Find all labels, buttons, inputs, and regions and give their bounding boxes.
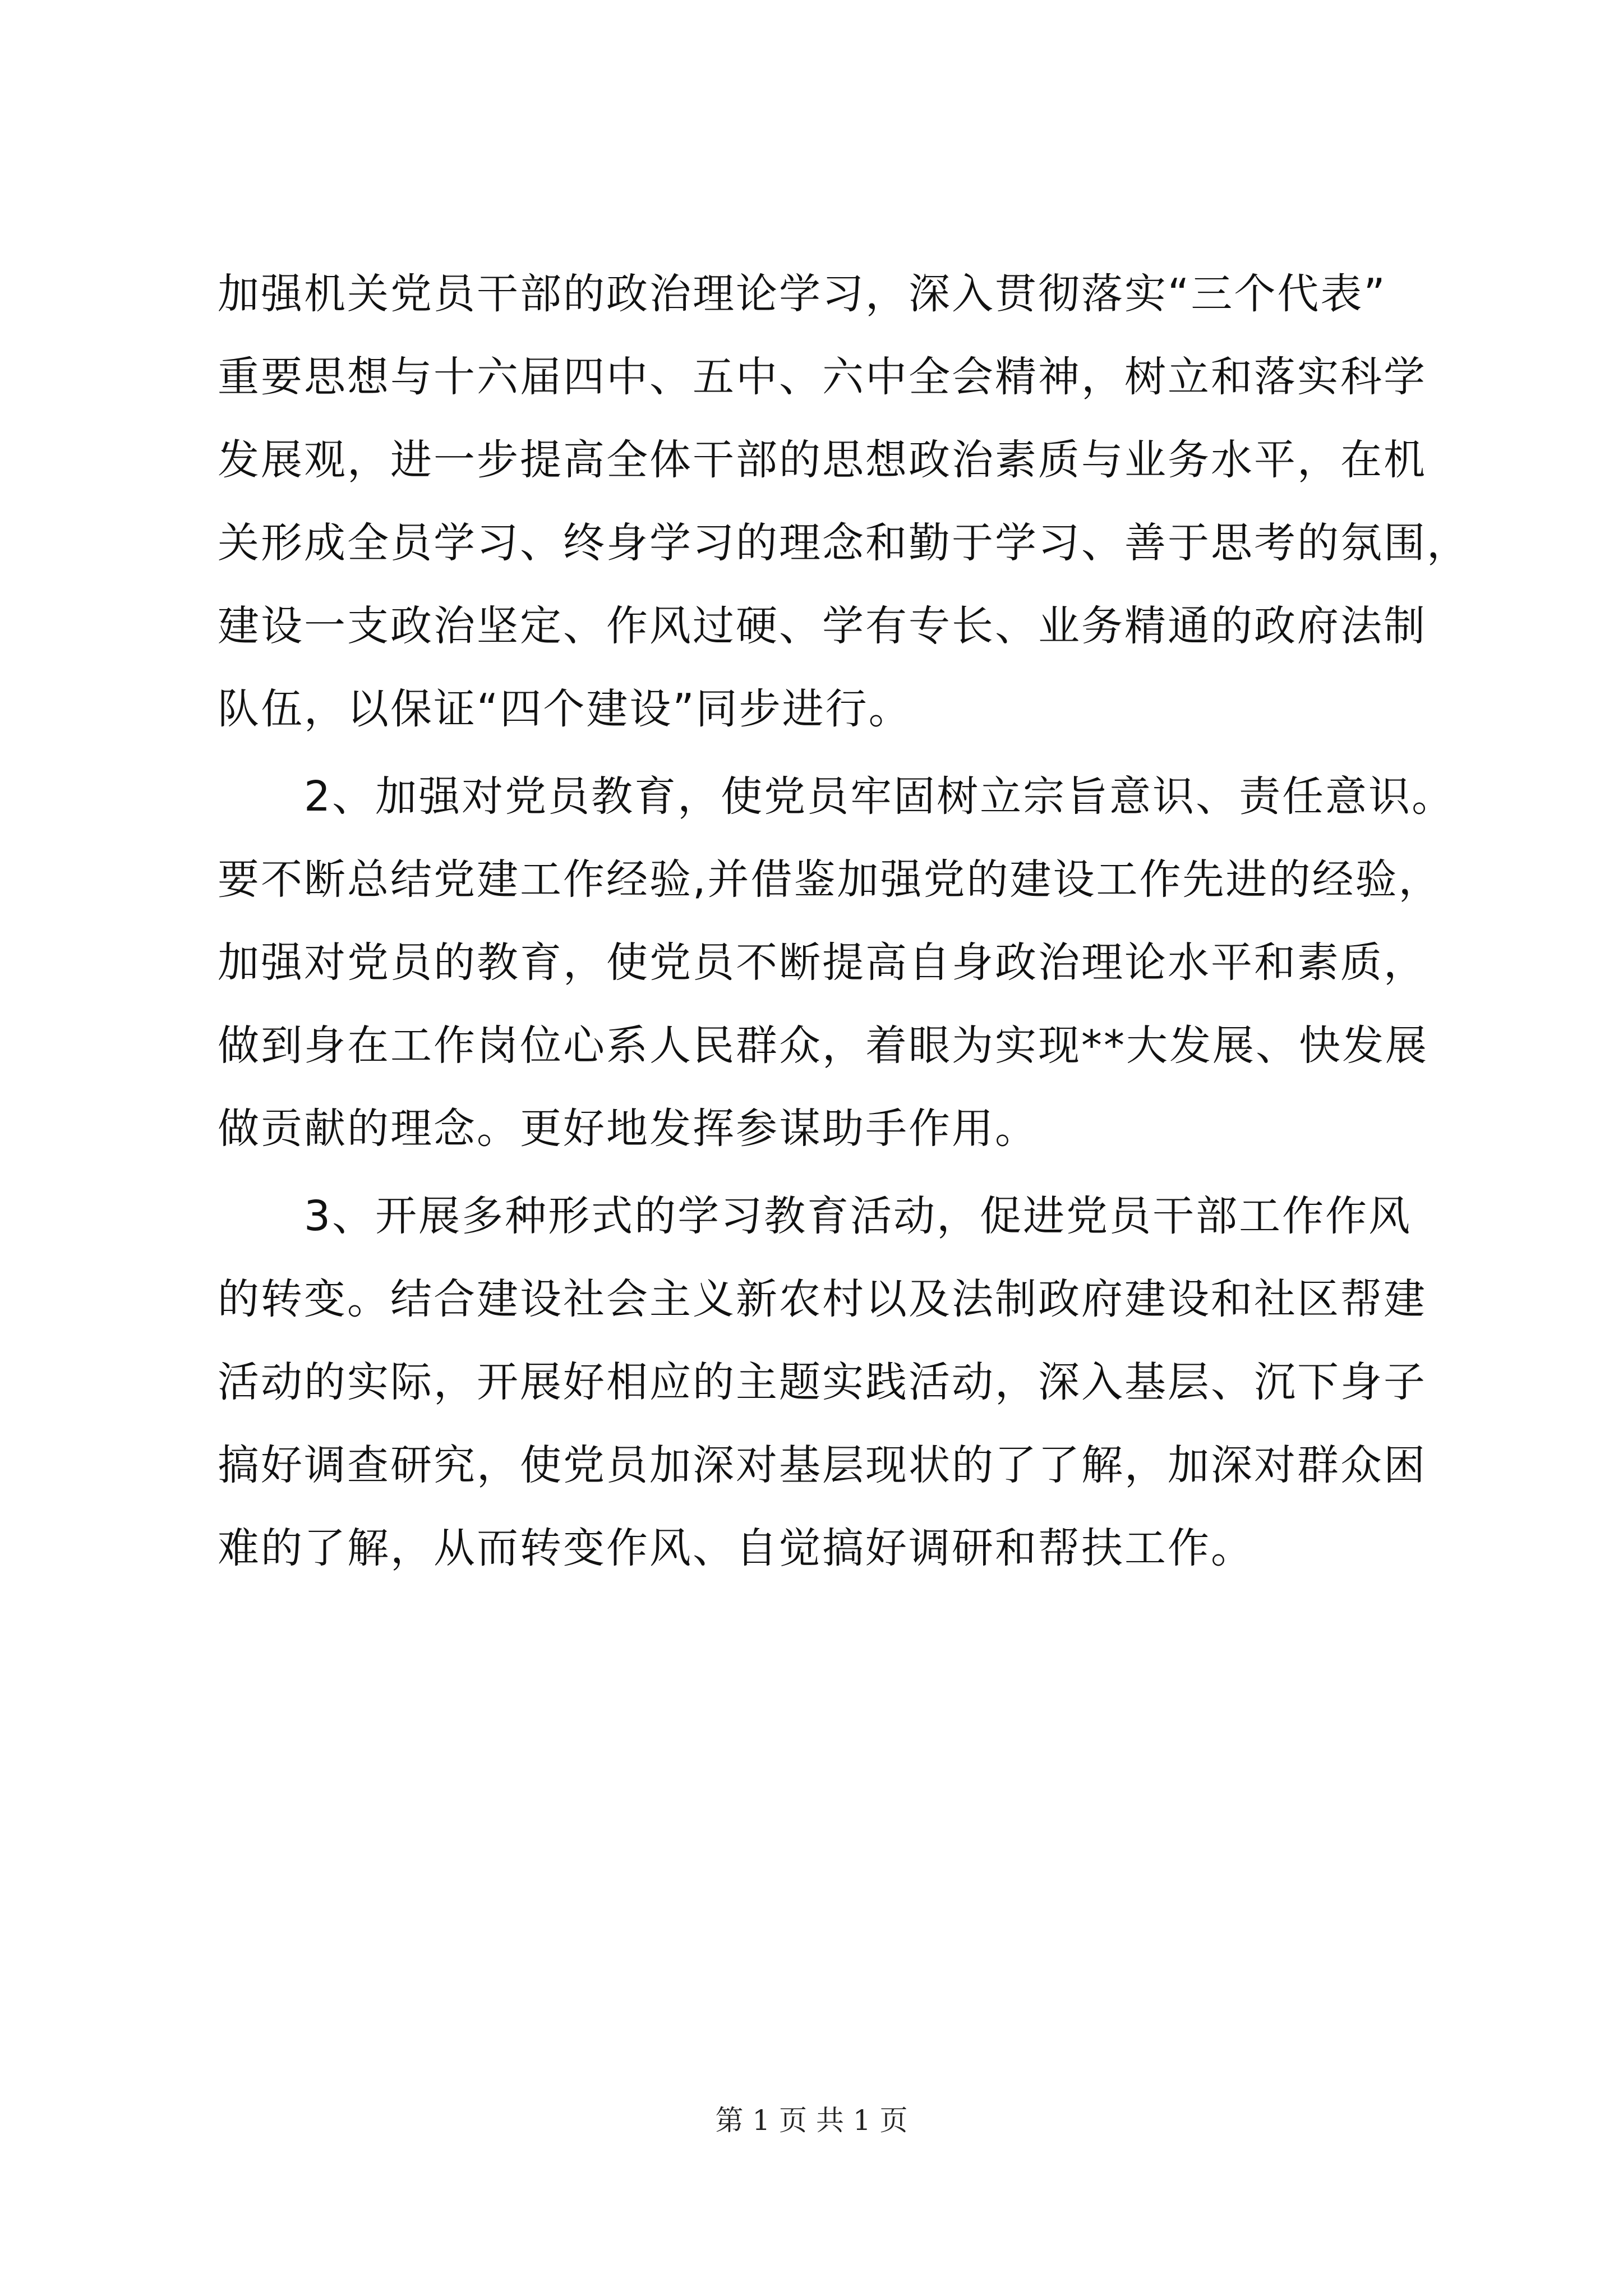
text-line: 难的了解，从而转变作风、自觉搞好调研和帮扶工作。 xyxy=(218,1524,1254,1572)
paragraph-1 xyxy=(218,252,1470,751)
paragraph-spacer xyxy=(218,1170,1423,1175)
paragraph-2 xyxy=(218,755,1455,1170)
document-body xyxy=(218,252,1470,1590)
text-line: 搞好调查研究，使党员加深对基层现状的了了解，加深对群众困 xyxy=(218,1441,1427,1489)
text-line: 3、开展多种形式的学习教育活动，促进党员干部工作作风 xyxy=(218,1192,1412,1240)
text-line: 发展观，进一步提高全体干部的思想政治素质与业务水平，在机 xyxy=(218,436,1427,484)
text-line: 关形成全员学习、终身学习的理念和勤于学习、善于思考的氛围， xyxy=(218,519,1470,567)
text-line: 2、加强对党员教育，使党员牢固树立宗旨意识、责任意识。 xyxy=(218,772,1455,821)
text-line: 活动的实际，开展好相应的主题实践活动，深入基层、沉下身子 xyxy=(218,1358,1427,1406)
page-footer: 第 1 页 共 1 页 xyxy=(715,2104,908,2137)
text-line: 加强对党员的教育，使党员不断提高自身政治理论水平和素质， xyxy=(218,938,1427,987)
text-line: 的转变。结合建设社会主义新农村以及法制政府建设和社区帮建 xyxy=(218,1275,1427,1323)
text-line: 做到身在工作岗位心系人民群众，着眼为实现**大发展、快发展 xyxy=(218,1022,1428,1070)
paragraph-spacer xyxy=(218,751,1423,755)
paragraph-3 xyxy=(218,1175,1427,1590)
text-line: 重要思想与十六届四中、五中、六中全会精神，树立和落实科学 xyxy=(218,353,1427,401)
text-line: 做贡献的理念。更好地发挥参谋助手作用。 xyxy=(218,1105,1038,1153)
text-line: 队伍，以保证“四个建设”同步进行。 xyxy=(218,685,912,733)
text-line: 加强机关党员干部的政治理论学习，深入贯彻落实“三个代表” xyxy=(218,270,1387,318)
text-line: 建设一支政治坚定、作风过硬、学有专长、业务精通的政府法制 xyxy=(218,602,1427,650)
text-line: 要不断总结党建工作经验,并借鉴加强党的建设工作先进的经验， xyxy=(218,855,1442,904)
